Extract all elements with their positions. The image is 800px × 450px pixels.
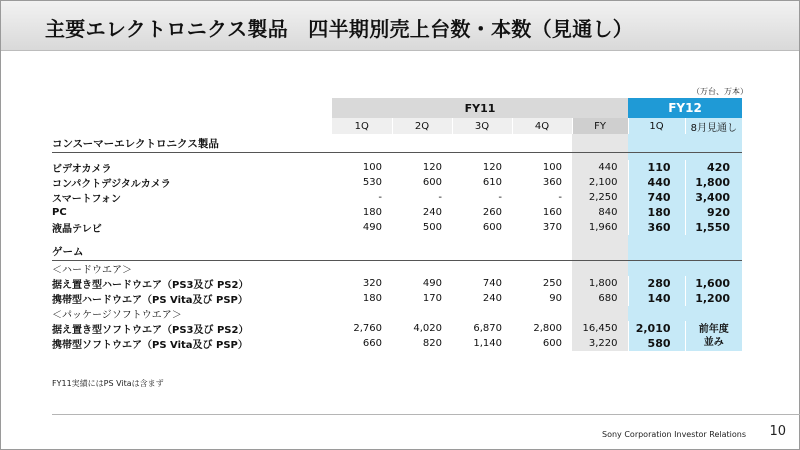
cell-fy11-1q: 180 bbox=[362, 207, 382, 218]
cell-fy12-forecast: 3,400 bbox=[685, 190, 742, 205]
cell-fy11-4q: 2,800 bbox=[533, 323, 562, 334]
footer-divider bbox=[52, 414, 800, 415]
cell-fy12-1q: 280 bbox=[628, 276, 685, 291]
cell-fy11-4q: 370 bbox=[542, 222, 562, 233]
row-label: コンパクトデジタルカメラ bbox=[52, 179, 171, 190]
cell-fy11-3q: 740 bbox=[482, 278, 502, 289]
forecast-note-line-2: 並み bbox=[703, 337, 724, 348]
row-label: PC bbox=[52, 207, 67, 218]
cell-fy11-1q: 180 bbox=[362, 293, 382, 304]
cell-fy12-1q: 580 bbox=[628, 336, 685, 351]
cell-fy11-1q: 660 bbox=[362, 338, 382, 349]
cell-fy11-fy: 3,220 bbox=[572, 336, 628, 351]
cell-fy11-fy: 16,450 bbox=[572, 321, 628, 336]
section-label: コンスーマーエレクトロニクス製品 bbox=[52, 134, 332, 153]
cell-fy12-forecast: 1,600 bbox=[685, 276, 742, 291]
header-row-periods bbox=[52, 118, 742, 134]
table-row bbox=[52, 190, 742, 205]
row-label: 液晶テレビ bbox=[52, 224, 102, 235]
header-fy11-fy: FY bbox=[572, 118, 628, 134]
cell-fy12-forecast: 1,200 bbox=[685, 291, 742, 306]
row-label: 携帯型ハードウエア（PS Vita及び PSP） bbox=[52, 295, 248, 306]
company-name: Sony Corporation Investor Relations bbox=[602, 430, 746, 439]
cell-fy11-1q: 490 bbox=[362, 222, 382, 233]
section-header-consumer bbox=[52, 134, 742, 153]
subsection-label: ＜ハードウエア＞ bbox=[52, 265, 132, 276]
table-row bbox=[52, 220, 742, 235]
cell-fy11-2q: - bbox=[438, 192, 442, 203]
subsection-label: ＜パッケージソフトウエア＞ bbox=[52, 310, 182, 321]
cell-fy11-3q: 240 bbox=[482, 293, 502, 304]
cell-fy11-3q: 6,870 bbox=[473, 323, 502, 334]
cell-fy11-fy: 840 bbox=[572, 205, 628, 220]
header-fy11-2q: 2Q bbox=[392, 118, 452, 134]
cell-fy11-3q: 260 bbox=[482, 207, 502, 218]
cell-fy11-2q: 4,020 bbox=[413, 323, 442, 334]
forecast-note-line-1: 前年度 bbox=[698, 324, 729, 335]
header-fy11-3q: 3Q bbox=[452, 118, 512, 134]
cell-fy11-1q: 530 bbox=[362, 177, 382, 188]
cell-fy11-2q: 170 bbox=[422, 293, 442, 304]
section-label: ゲーム bbox=[52, 242, 332, 261]
page-title: 主要エレクトロニクス製品 四半期別売上台数・本数（見通し） bbox=[45, 17, 634, 41]
header-fy12-forecast: 8月見通し bbox=[685, 118, 742, 134]
cell-fy12-1q: 110 bbox=[628, 160, 685, 175]
cell-fy11-1q: 2,760 bbox=[353, 323, 382, 334]
header-fy11-1q: 1Q bbox=[332, 118, 392, 134]
sales-table bbox=[52, 98, 742, 351]
cell-fy11-2q: 490 bbox=[422, 278, 442, 289]
cell-fy12-forecast: 420 bbox=[685, 160, 742, 175]
table-row bbox=[52, 175, 742, 190]
cell-fy11-4q: 90 bbox=[549, 293, 562, 304]
cell-fy12-forecast: 920 bbox=[685, 205, 742, 220]
header-empty bbox=[52, 98, 332, 118]
cell-fy12-forecast-note bbox=[685, 321, 742, 351]
cell-fy11-1q: 320 bbox=[362, 278, 382, 289]
cell-fy11-4q: 160 bbox=[542, 207, 562, 218]
cell-fy12-1q: 740 bbox=[628, 190, 685, 205]
cell-fy12-1q: 180 bbox=[628, 205, 685, 220]
cell-fy11-fy: 680 bbox=[572, 291, 628, 306]
cell-fy11-4q: 100 bbox=[542, 162, 562, 173]
cell-fy11-3q: 600 bbox=[482, 222, 502, 233]
cell-fy12-forecast: 1,550 bbox=[685, 220, 742, 235]
table-row bbox=[52, 291, 742, 306]
cell-fy11-fy: 1,960 bbox=[572, 220, 628, 235]
cell-fy11-4q: 600 bbox=[542, 338, 562, 349]
title-bar bbox=[1, 1, 799, 51]
cell-fy11-3q: 120 bbox=[482, 162, 502, 173]
table-row bbox=[52, 276, 742, 291]
cell-fy11-1q: - bbox=[378, 192, 382, 203]
page-number: 10 bbox=[769, 424, 786, 439]
cell-fy11-fy: 2,250 bbox=[572, 190, 628, 205]
cell-fy11-2q: 120 bbox=[422, 162, 442, 173]
cell-fy11-2q: 600 bbox=[422, 177, 442, 188]
cell-fy11-3q: - bbox=[498, 192, 502, 203]
cell-fy11-2q: 820 bbox=[422, 338, 442, 349]
table-row bbox=[52, 321, 742, 336]
cell-fy12-1q: 140 bbox=[628, 291, 685, 306]
cell-fy11-2q: 500 bbox=[422, 222, 442, 233]
cell-fy11-3q: 610 bbox=[482, 177, 502, 188]
header-row-years bbox=[52, 98, 742, 118]
subsection-hardware bbox=[52, 261, 742, 277]
footnote: FY11実績にはPS Vitaは含まず bbox=[52, 379, 164, 388]
section-header-game bbox=[52, 242, 742, 261]
table-row bbox=[52, 205, 742, 220]
header-fy11-4q: 4Q bbox=[512, 118, 572, 134]
cell-fy11-4q: - bbox=[558, 192, 562, 203]
cell-fy11-fy: 2,100 bbox=[572, 175, 628, 190]
table-row bbox=[52, 336, 742, 351]
row-label: スマートフォン bbox=[52, 194, 121, 205]
header-fy12-1q: 1Q bbox=[628, 118, 685, 134]
cell-fy11-2q: 240 bbox=[422, 207, 442, 218]
unit-note: （万台、万本） bbox=[692, 87, 748, 96]
row-label: 据え置き型ソフトウエア（PS3及び PS2） bbox=[52, 325, 249, 336]
cell-fy11-4q: 250 bbox=[542, 278, 562, 289]
header-empty bbox=[52, 118, 332, 134]
cell-fy11-3q: 1,140 bbox=[473, 338, 502, 349]
cell-fy12-1q: 2,010 bbox=[628, 321, 685, 336]
cell-fy12-1q: 360 bbox=[628, 220, 685, 235]
cell-fy11-fy: 440 bbox=[572, 160, 628, 175]
cell-fy11-1q: 100 bbox=[362, 162, 382, 173]
row-label: 据え置き型ハードウエア（PS3及び PS2） bbox=[52, 280, 249, 291]
table-row bbox=[52, 160, 742, 175]
header-fy12: FY12 bbox=[628, 98, 742, 118]
cell-fy11-4q: 360 bbox=[542, 177, 562, 188]
cell-fy11-fy: 1,800 bbox=[572, 276, 628, 291]
header-fy11: FY11 bbox=[332, 98, 628, 118]
cell-fy12-forecast: 1,800 bbox=[685, 175, 742, 190]
row-label: ビデオカメラ bbox=[52, 164, 112, 175]
subsection-software bbox=[52, 306, 742, 321]
cell-fy12-1q: 440 bbox=[628, 175, 685, 190]
row-label: 携帯型ソフトウエア（PS Vita及び PSP） bbox=[52, 340, 248, 351]
